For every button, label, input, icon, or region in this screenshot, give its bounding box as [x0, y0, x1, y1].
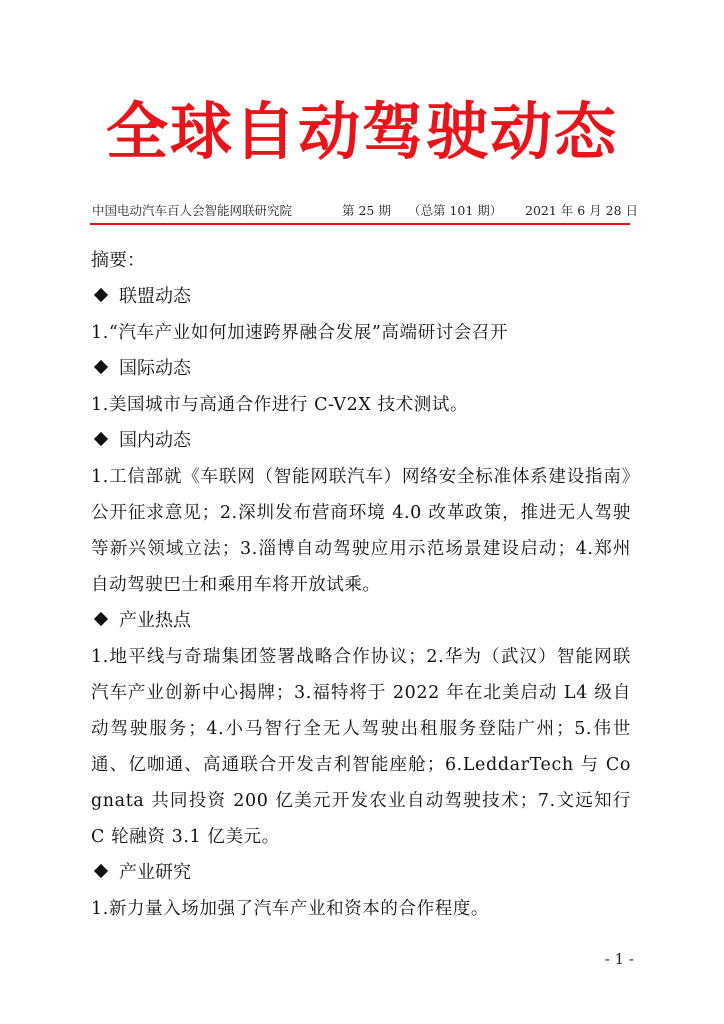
section-body-international: 1.美国城市与高通合作进行 C-V2X 技术测试。: [91, 395, 469, 415]
section-heading-text: 联盟动态: [119, 286, 191, 307]
summary-content: [91, 243, 631, 927]
section-body-industry-hotspots: 1.地平线与奇瑞集团签署战略合作协议；2.华为（武汉）智能网联汽车产业创新中心揭牌；3.福特将于 2022 年在北美启动 L4 级自动驾驶服务；4.小马智行全无人驾驶出租服务登陆广州；5.伟世通、亿咖通、高通联合开发吉利智能座舱；6.LeddarTech 与 Cognata 共同投资 200 亿美元开发农业自动驾驶技术；7.文远知行 C 轮融资 3.1 亿美元。: [91, 647, 631, 847]
section-heading-alliance: [91, 279, 631, 315]
section-body-industry-research: 1.新力量入场加强了汽车产业和资本的合作程度。: [91, 899, 489, 919]
section-heading-text: 国际动态: [119, 358, 191, 379]
section-heading-domestic: [91, 423, 631, 459]
diamond-bullet-icon: [94, 864, 108, 878]
section-body-domestic: 1.工信部就《车联网（智能网联汽车）网络安全标准体系建设指南》公开征求意见；2.深圳发布营商环境 4.0 改革政策，推进无人驾驶等新兴领域立法；3.淄博自动驾驶应用示范场景建设启动；4.郑州自动驾驶巴士和乘用车将开放试乘。: [91, 467, 631, 595]
section-body-alliance: 1.“汽车产业如何加速跨界融合发展”高端研讨会召开: [91, 323, 509, 343]
section-heading-text: 产业研究: [119, 862, 191, 883]
issue-info-line: [92, 201, 639, 221]
publisher-name: 中国电动汽车百人会智能网联研究院: [92, 203, 293, 218]
section-heading-industry-research: [91, 855, 631, 891]
page-number: - 1 -: [604, 950, 634, 968]
diamond-bullet-icon: [94, 612, 108, 626]
diamond-bullet-icon: [94, 360, 108, 374]
total-issue-number: （总第 101 期）: [408, 203, 503, 218]
diamond-bullet-icon: [94, 432, 108, 446]
issue-number: 第 25 期: [342, 203, 391, 218]
diamond-bullet-icon: [94, 288, 108, 302]
header-divider: [90, 223, 630, 225]
issue-date: 2021 年 6 月 28 日: [525, 203, 639, 218]
section-heading-text: 产业热点: [119, 610, 191, 631]
masthead-title: 全球自动驾驶动态: [105, 95, 618, 168]
section-heading-international: [91, 351, 631, 387]
section-heading-text: 国内动态: [119, 430, 191, 451]
summary-label: 摘要：: [91, 250, 145, 271]
section-heading-industry-hotspots: [91, 603, 631, 639]
